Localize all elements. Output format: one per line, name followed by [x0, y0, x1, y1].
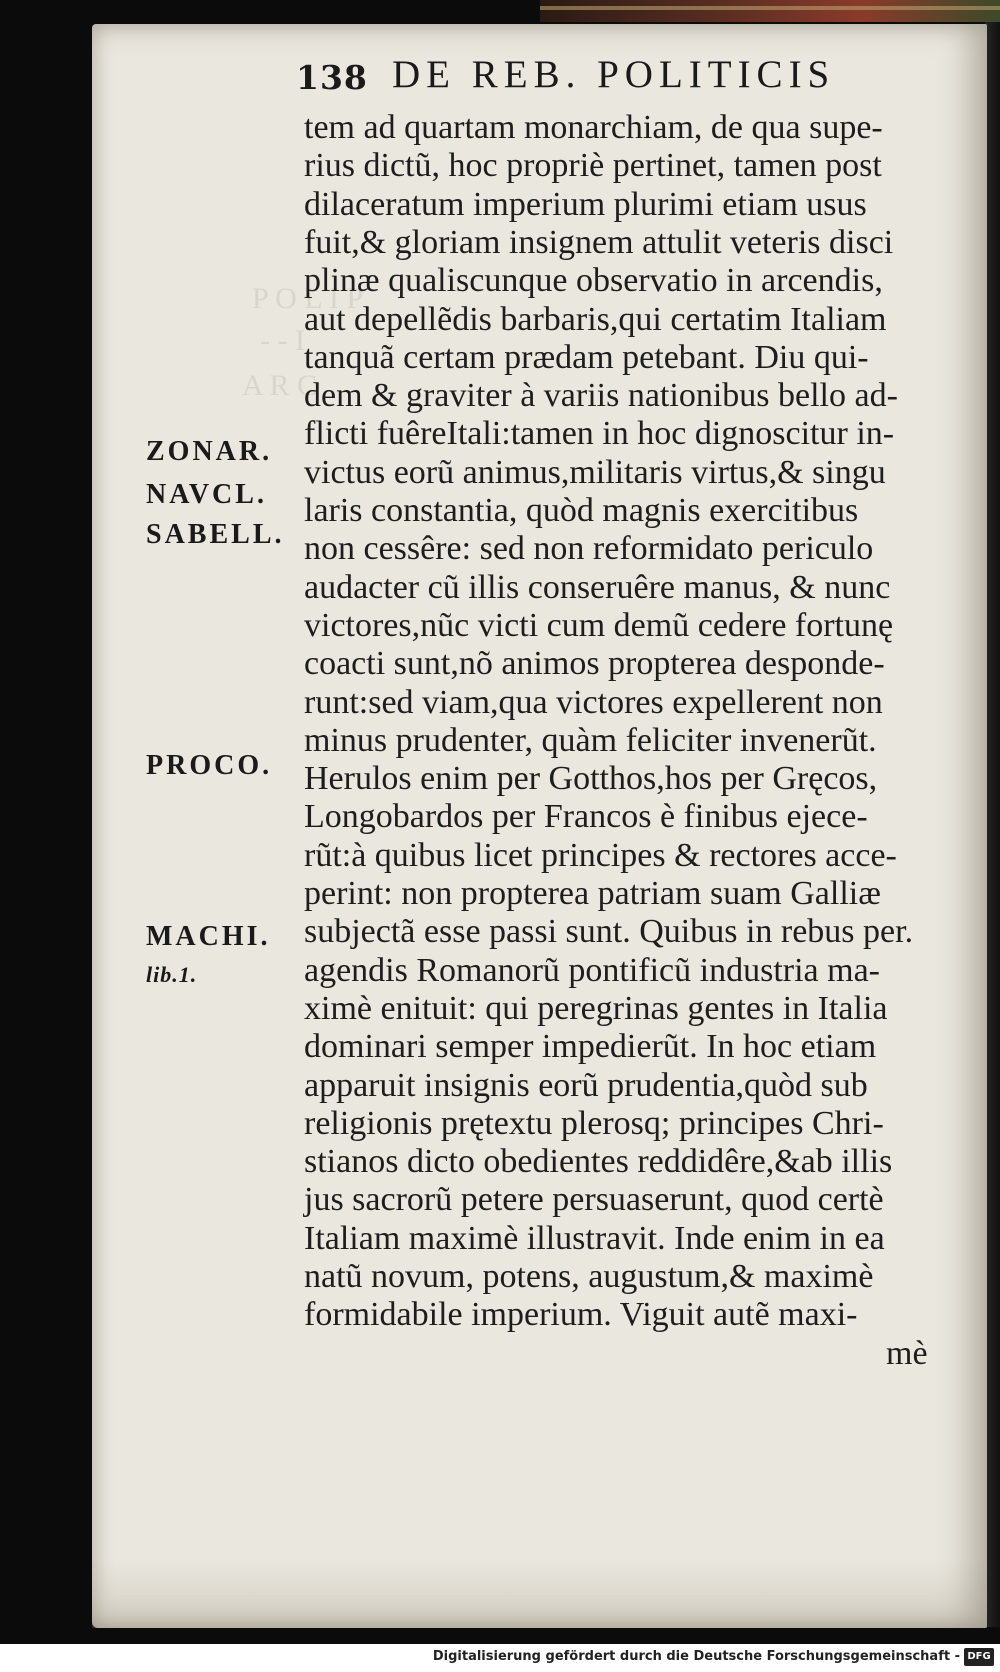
- bleed-through-mark: A R C: [242, 369, 318, 402]
- text-line: dilaceratum imperium plurimi etiam usus: [304, 185, 867, 223]
- text-line: victus eorũ animus,militaris virtus,& singu: [304, 453, 886, 491]
- margin-note-naucl: NAVCL.: [146, 479, 267, 510]
- margin-note-lib: lib.1.: [146, 962, 198, 987]
- bleed-through-mark: - - I: [260, 324, 305, 357]
- text-line: mè: [886, 1334, 928, 1372]
- text-line: perint: non propterea patriam suam Galliæ: [304, 875, 881, 912]
- margin-note-proco: PROCO.: [146, 750, 273, 781]
- text-line: ximè enituit: qui peregrinas gentes in Italia: [304, 989, 888, 1027]
- margin-note-machi: MACHI.: [146, 921, 271, 952]
- text-line: runt:sed viam,qua victores expellerent non: [304, 683, 883, 721]
- text-line: minus prudenter, quàm feliciter invenerũt.: [304, 721, 877, 759]
- text-line: stianos dicto obedientes reddidêre,&ab illis: [304, 1143, 893, 1181]
- text-line: fuit,& gloriam insignem attulit veteris disci: [304, 223, 894, 261]
- text-line: plinæ qualiscunque observatio in arcendis,: [304, 262, 883, 300]
- text-line: religionis prętextu plerosq; principes Chri-: [304, 1104, 884, 1142]
- text-line: non cessêre: sed non reformidato periculo: [304, 530, 874, 568]
- text-line: rius dictũ, hoc propriè pertinet, tamen post: [304, 147, 882, 185]
- text-line: apparuit insignis eorũ prudentia,quòd sub: [304, 1066, 868, 1104]
- text-line: subjectã esse passi sunt. Quibus in rebus per.: [304, 913, 914, 951]
- footer-bar: [0, 1644, 1000, 1672]
- text-line: natũ novum, potens, augustum,& maximè: [304, 1258, 874, 1295]
- margin-note-zonar: ZONAR.: [146, 436, 273, 467]
- page-number: 138: [296, 58, 368, 97]
- dfg-logo: DFG: [964, 1648, 994, 1666]
- margin-note-sabell: SABELL.: [146, 519, 285, 550]
- text-line: Herulos enim per Gotthos,hos per Gręcos,: [304, 760, 878, 798]
- funding-credit: Digitalisierung gefördert durch die Deutsche Forschungsgemeinschaft -: [432, 1649, 960, 1664]
- text-line: coacti sunt,nõ animos propterea desponde-: [304, 645, 885, 683]
- running-head: DE REB. POLITICIS: [392, 53, 836, 96]
- text-line: tem ad quartam monarchiam, de qua supe-: [304, 109, 883, 146]
- text-line: Italiam maximè illustravit. Inde enim in ea: [304, 1219, 885, 1257]
- text-line: audacter cũ illis conseruêre manus, & nunc: [304, 568, 891, 606]
- text-line: tanquã certam prædam petebant. Diu qui-: [304, 338, 869, 376]
- text-line: laris constantia, quòd magnis exercitibus: [304, 492, 859, 529]
- text-line: agendis Romanorũ pontificũ industria ma-: [304, 951, 880, 989]
- book-fore-edge: [985, 22, 1000, 1627]
- text-line: Longobardos per Francos è finibus ejece-: [304, 798, 868, 836]
- text-line: rũt:à quibus licet principes & rectores acce-: [304, 836, 897, 874]
- text-line: formidabile imperium. Viguit autẽ maxi-: [304, 1296, 858, 1334]
- text-line: dominari semper impedierũt. In hoc etiam: [304, 1028, 877, 1066]
- text-line: jus sacrorũ petere persuaserunt, quod certè: [304, 1181, 884, 1219]
- text-line: victores,nũc victi cum demũ cedere fortunę: [304, 606, 894, 644]
- text-line: aut depellẽdis barbaris,qui certatim Italiam: [304, 300, 887, 338]
- text-line: flicti fuêreItali:tamen in hoc dignoscitur in-: [304, 415, 895, 453]
- bleed-through-mark: P O L I P: [252, 282, 364, 315]
- book-top-edge: [540, 0, 1000, 22]
- text-line: dem & graviter à variis nationibus bello ad-: [304, 377, 898, 415]
